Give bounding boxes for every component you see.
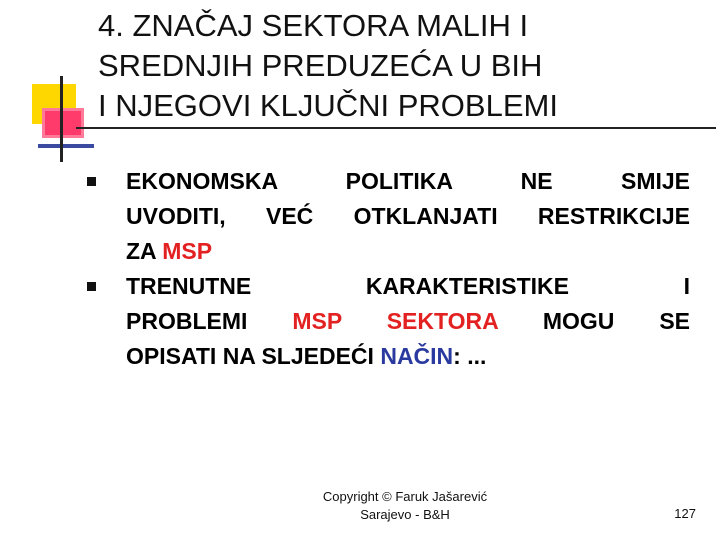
bullet-1-line-1: EKONOMSKA POLITIKA NE SMIJE [126,168,690,194]
decorative-blue-bar [38,144,94,148]
bullet-2-highlight-red: MSP SEKTORA [292,308,498,334]
bullet-2-line-2-prefix: PROBLEMI [126,308,293,334]
bullet-2-line-3 [126,339,690,374]
title-line-2: SREDNJIH PREDUZEĆA U BIH [98,48,543,83]
bullet-list [70,164,690,374]
title-underline [76,127,716,129]
slide-title [98,6,698,126]
footer-line-2: Sarajevo - B&H [360,507,450,522]
bullet-square-icon [87,177,96,186]
bullet-item [70,164,690,269]
bullet-1-line-3 [126,234,690,269]
decorative-red-square [42,108,84,138]
bullet-1-line-2: UVODITI, VEĆ OTKLANJATI RESTRIKCIJE [126,203,690,229]
bullet-2-highlight-blue: NAČIN [380,343,454,369]
bullet-2-line-3-suffix: : ... [453,343,487,369]
bullet-square-icon [87,282,96,291]
page-number: 127 [674,506,696,521]
bullet-1-highlight: MSP [162,238,213,264]
title-line-3: I NJEGOVI KLJUČNI PROBLEMI [98,88,558,123]
bullet-1-line-3-text: ZA [126,238,163,264]
bullet-item [70,269,690,374]
bullet-2-line-2 [126,304,690,339]
decorative-vertical-line [60,76,63,162]
footer-line-1: Copyright © Faruk Jašarević [322,489,488,504]
title-line-1: 4. ZNAČAJ SEKTORA MALIH I [98,8,529,43]
bullet-2-line-1: TRENUTNE KARAKTERISTIKE I [126,273,690,299]
footer-copyright [300,488,510,524]
bullet-2-line-2-suffix: MOGU SE [497,308,691,334]
bullet-2-line-3-prefix: OPISATI NA SLJEDEĆI [126,343,381,369]
